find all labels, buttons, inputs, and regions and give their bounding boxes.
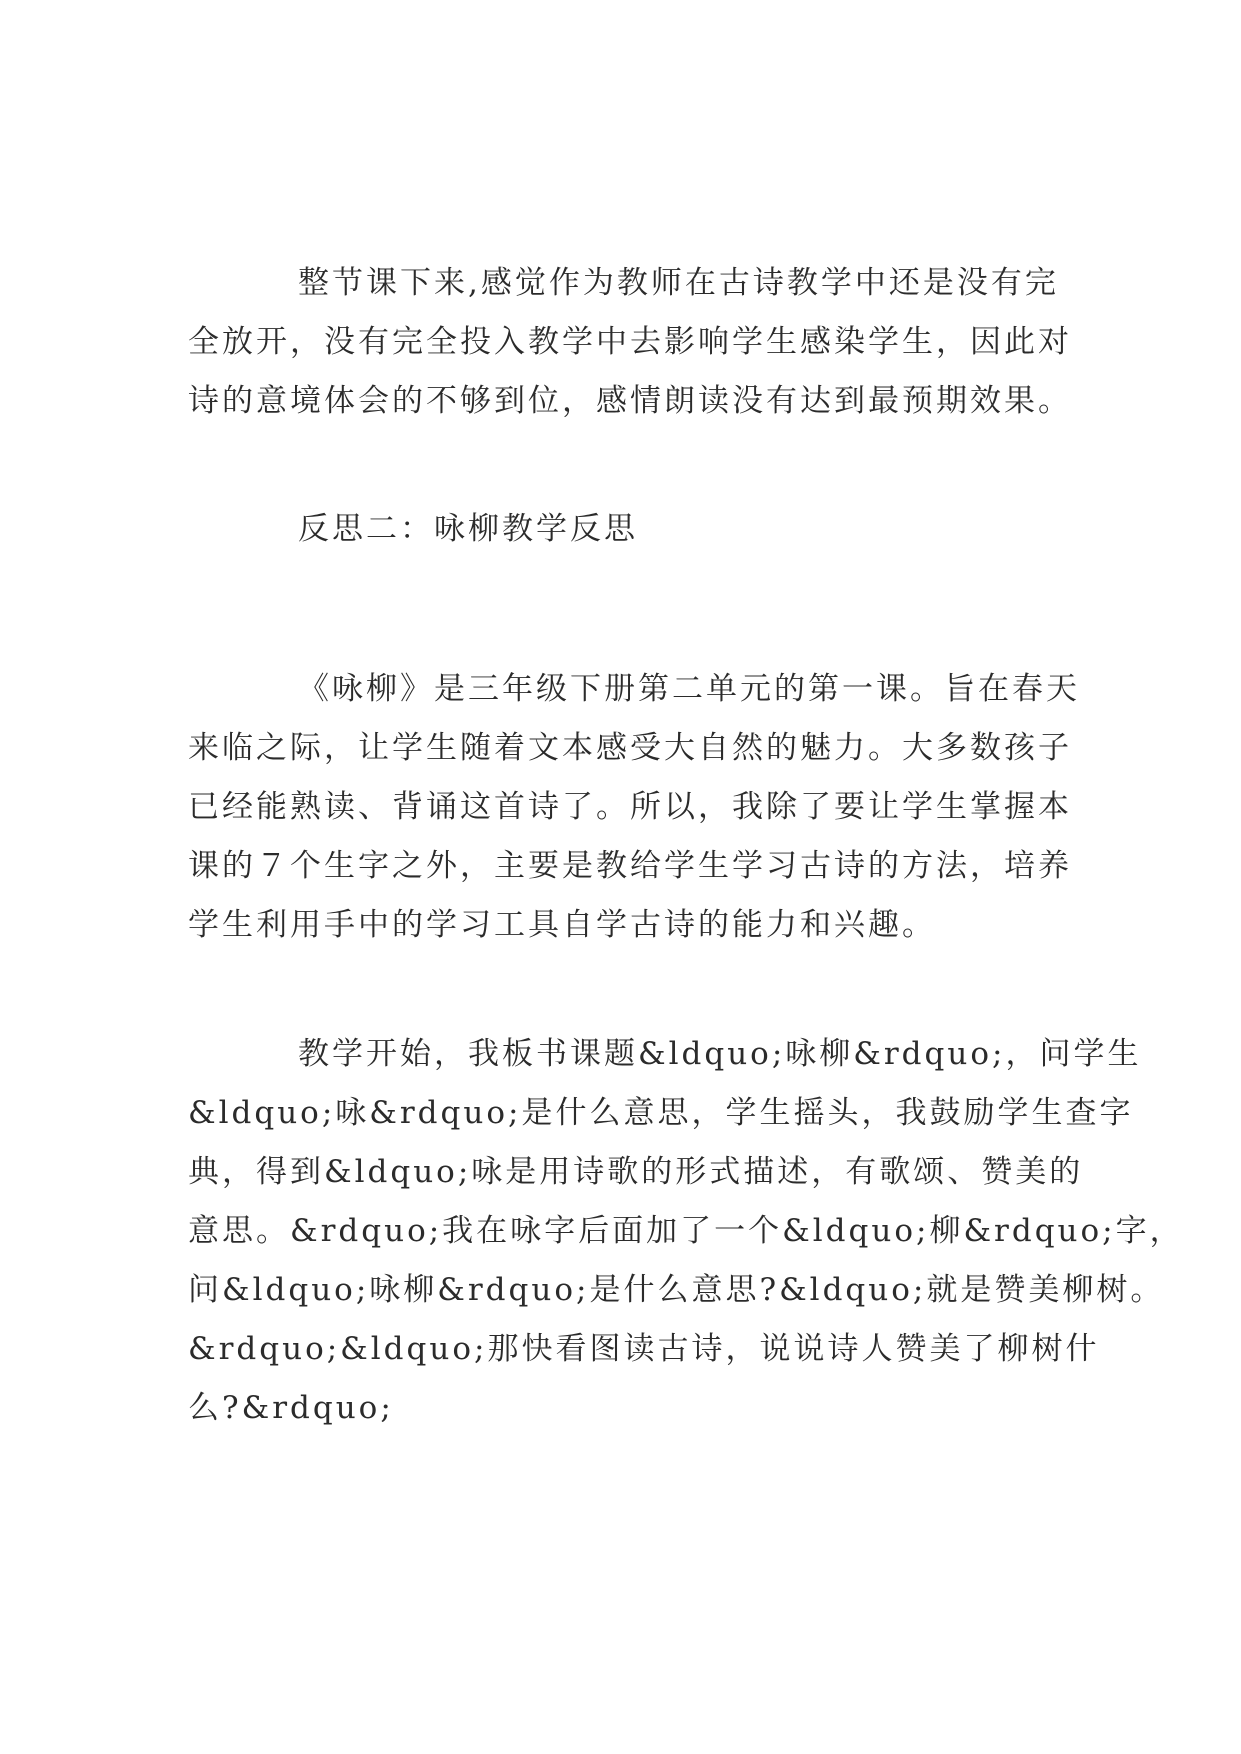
paragraph-teaching-process: [188, 1025, 1184, 1438]
paragraph-line: 典，得到&ldquo;咏是用诗歌的形式描述，有歌颂、赞美的: [188, 1154, 1084, 1190]
paragraph-line: 问&ldquo;咏柳&rdquo;是什么意思?&ldquo;就是赞美柳树。: [188, 1272, 1165, 1308]
paragraph-line: 全放开，没有完全投入教学中去影响学生感染学生，因此对: [188, 324, 1072, 360]
paragraph-line: 诗的意境体会的不够到位，感情朗读没有达到最预期效果。: [188, 383, 1072, 419]
section-heading: 反思二：咏柳教学反思: [298, 511, 638, 547]
paragraph-line: 来临之际，让学生随着文本感受大自然的魅力。大多数孩子: [188, 730, 1072, 766]
paragraph-line: 学生利用手中的学习工具自学古诗的能力和兴趣。: [188, 907, 936, 943]
paragraph-reflection-summary: [188, 254, 1072, 431]
paragraph-line: 《咏柳》是三年级下册第二单元的第一课。旨在春天: [298, 671, 1080, 707]
paragraph-lesson-intro: [188, 660, 1080, 955]
paragraph-line: 课的７个生字之外，主要是教给学生学习古诗的方法，培养: [188, 848, 1072, 884]
paragraph-line: 教学开始，我板书课题&ldquo;咏柳&rdquo;，问学生: [298, 1036, 1142, 1072]
paragraph-line: 意思。&rdquo;我在咏字后面加了一个&ldquo;柳&rdquo;字，: [188, 1213, 1184, 1249]
paragraph-line: 么?&rdquo;: [188, 1390, 394, 1426]
paragraph-line: &rdquo;&ldquo;那快看图读古诗，说说诗人赞美了柳树什: [188, 1331, 1100, 1367]
paragraph-line: 已经能熟读、背诵这首诗了。所以，我除了要让学生掌握本: [188, 789, 1072, 825]
paragraph-line: &ldquo;咏&rdquo;是什么意思，学生摇头，我鼓励学生查字: [188, 1095, 1134, 1131]
paragraph-line: 整节课下来,感觉作为教师在古诗教学中还是没有完: [298, 265, 1059, 301]
